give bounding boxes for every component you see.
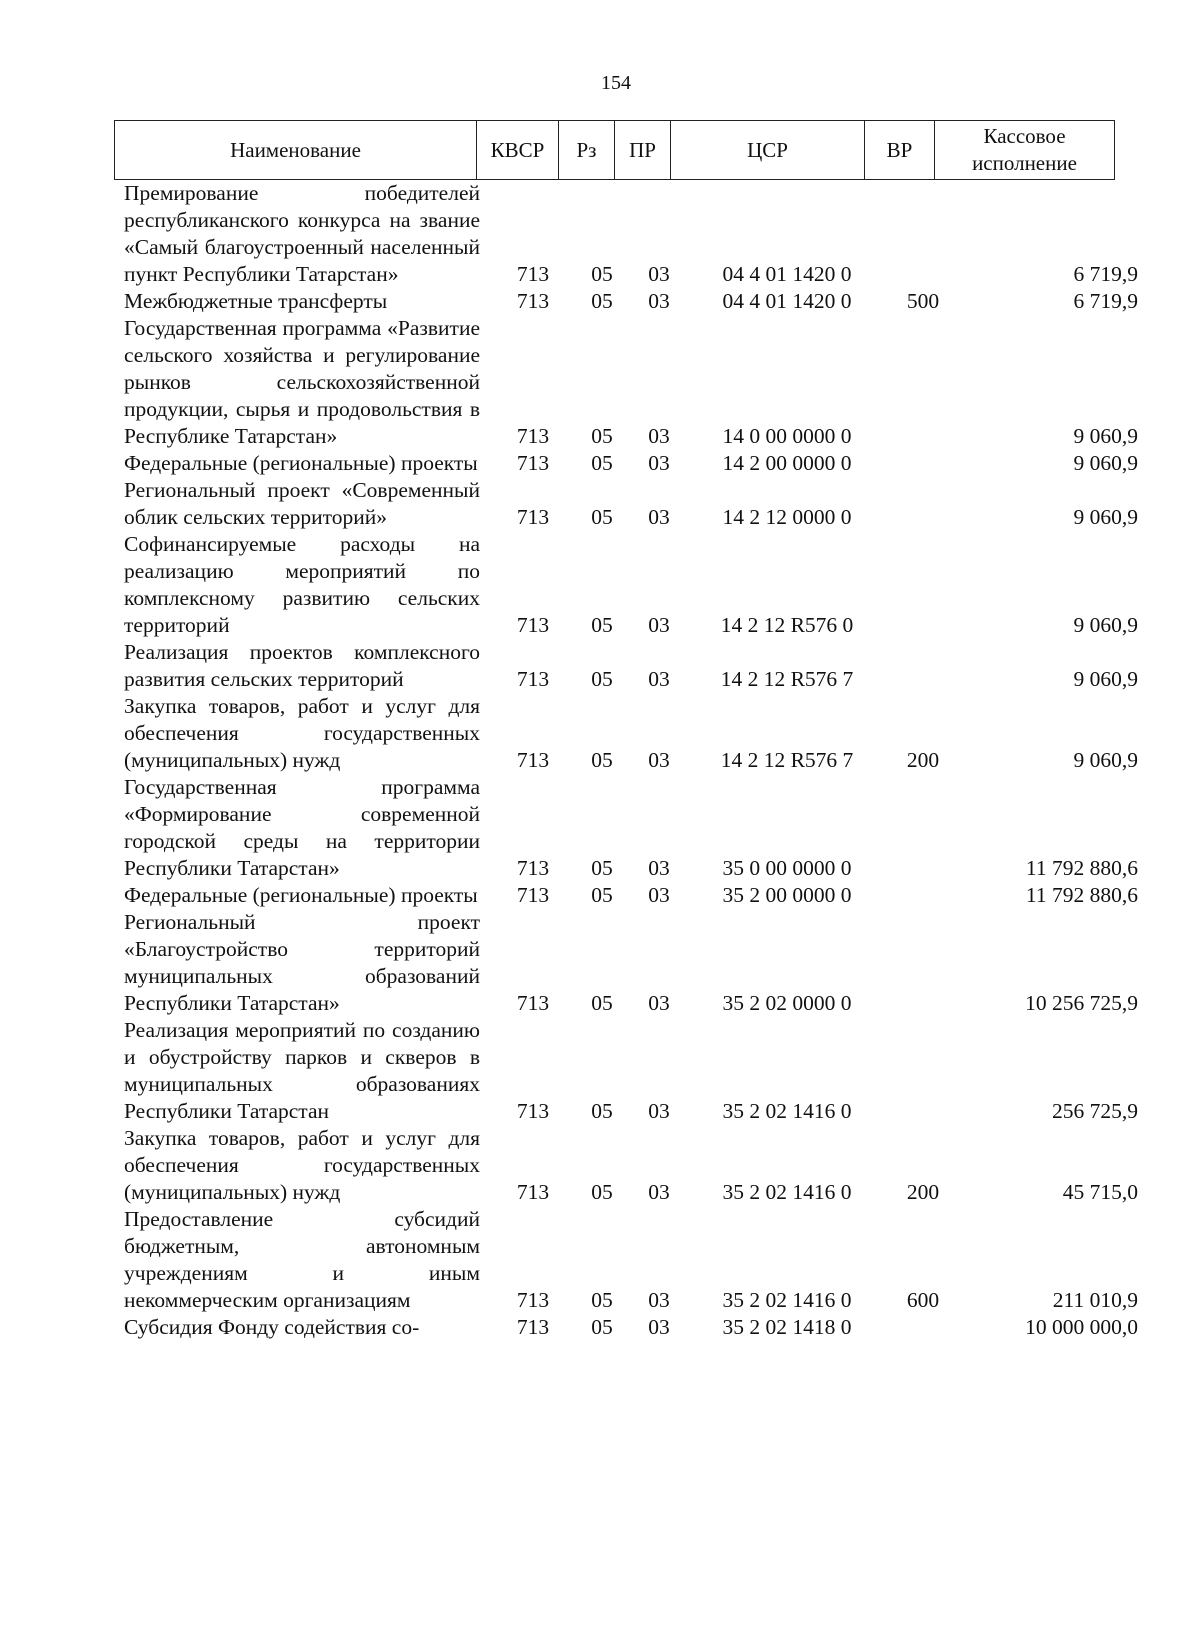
row-amount: 11 792 880,6 [1025,856,1138,880]
row-name: Межбюджетные трансферты [124,289,388,313]
row-kvsr: 713 [516,424,550,448]
row-kvsr: 713 [516,1315,550,1339]
row-amount: 11 792 880,6 [1025,883,1138,907]
row-amount: 10 000 000,0 [1025,1315,1138,1339]
row-pr: 03 [648,613,670,637]
table-row [0,477,1200,531]
row-pr: 03 [648,451,670,475]
table-row [0,774,1200,882]
header-vr: ВР [865,121,935,180]
row-pr: 03 [648,1288,670,1312]
row-pr: 03 [648,1315,670,1339]
row-rz: 05 [591,424,613,448]
row-csr: 35 2 00 0000 0 [722,883,852,907]
row-name: Региональный проект «Современный облик сельских территорий» [124,478,480,529]
row-rz: 05 [591,1180,613,1204]
row-csr: 35 2 02 1418 0 [722,1315,852,1339]
header-csr: ЦСР [671,121,865,180]
row-csr: 35 0 00 0000 0 [722,856,852,880]
row-name: Государственная программа «Развитие сельского хозяйства и регулирование рынков сельскохозяйственной продукции, сырья и продовольствия в Республике Татарстан» [124,316,480,448]
row-name: Софинансируемые расходы на реализацию мероприятий по комплексному развитию сельских территорий [124,532,480,637]
header-kvsr: КВСР [477,121,559,180]
row-pr: 03 [648,991,670,1015]
row-kvsr: 713 [516,883,550,907]
row-csr: 04 4 01 1420 0 [722,262,852,286]
row-name: Федеральные (региональные) проекты [124,451,478,475]
row-name: Реализация проектов комплексного развития сельских территорий [124,640,480,691]
table-row [0,1017,1200,1125]
table-row [0,639,1200,693]
row-name: Предоставление субсидий бюджетным, автономным учреждениям и иным некоммерческим организациям [124,1207,480,1312]
row-name: Закупка товаров, работ и услуг для обеспечения государственных (муниципальных) нужд [124,694,480,772]
row-csr: 14 0 00 0000 0 [722,424,852,448]
row-pr: 03 [648,748,670,772]
row-amount: 9 060,9 [1073,505,1138,529]
row-pr: 03 [648,667,670,691]
page-number: 154 [601,72,631,94]
row-csr: 14 2 00 0000 0 [722,451,852,475]
table-row [0,315,1200,450]
table-body [0,180,1200,1341]
table-row [0,1206,1200,1314]
row-rz: 05 [591,613,613,637]
row-rz: 05 [591,667,613,691]
row-pr: 03 [648,1180,670,1204]
row-name: Государственная программа «Формирование современной городской среды на территории Республики Татарстан» [124,775,480,880]
row-rz: 05 [591,451,613,475]
row-pr: 03 [648,883,670,907]
header-amount: Кассовое исполнение [935,121,1115,180]
row-csr: 35 2 02 0000 0 [722,991,852,1015]
table-row [0,882,1200,909]
row-rz: 05 [591,262,613,286]
row-amount: 6 719,9 [1073,262,1138,286]
row-kvsr: 713 [516,856,550,880]
table-row [0,531,1200,639]
row-kvsr: 713 [516,1288,550,1312]
row-kvsr: 713 [516,613,550,637]
row-amount: 211 010,9 [1052,1288,1138,1312]
row-csr: 14 2 12 R576 7 [720,748,854,772]
row-kvsr: 713 [516,1180,550,1204]
table-row [0,180,1200,288]
table-row [0,1125,1200,1206]
row-amount: 9 060,9 [1073,451,1138,475]
row-kvsr: 713 [516,262,550,286]
row-kvsr: 713 [516,991,550,1015]
row-rz: 05 [591,748,613,772]
table-row [0,909,1200,1017]
row-rz: 05 [591,1288,613,1312]
row-name: Премирование победителей республиканского конкурса на звание «Самый благоустроенный населенный пункт Республики Татарстан» [124,181,480,286]
header-name: Наименование [115,121,477,180]
table-row [0,693,1200,774]
row-pr: 03 [648,262,670,286]
row-csr: 14 2 12 R576 0 [720,613,854,637]
row-vr: 200 [906,748,940,772]
row-csr: 14 2 12 0000 0 [722,505,852,529]
row-pr: 03 [648,505,670,529]
row-pr: 03 [648,856,670,880]
row-name: Региональный проект «Благоустройство территорий муниципальных образований Республики Татарстан» [124,910,480,1015]
row-kvsr: 713 [516,667,550,691]
row-rz: 05 [591,883,613,907]
row-name: Субсидия Фонду содействия со- [124,1315,420,1339]
row-amount: 9 060,9 [1073,424,1138,448]
row-amount: 10 256 725,9 [1025,991,1138,1015]
row-csr: 35 2 02 1416 0 [722,1288,852,1312]
table-header [114,120,1115,180]
row-rz: 05 [591,505,613,529]
row-amount: 9 060,9 [1073,667,1138,691]
row-vr: 500 [906,289,940,313]
row-pr: 03 [648,1099,670,1123]
row-kvsr: 713 [516,748,550,772]
row-amount: 6 719,9 [1073,289,1138,313]
row-name: Закупка товаров, работ и услуг для обеспечения государственных (муниципальных) нужд [124,1126,480,1204]
row-amount: 256 725,9 [1052,1099,1138,1123]
row-csr: 35 2 02 1416 0 [722,1099,852,1123]
row-csr: 35 2 02 1416 0 [722,1180,852,1204]
row-amount: 45 715,0 [1062,1180,1138,1204]
row-rz: 05 [591,1099,613,1123]
table-row [0,288,1200,315]
row-name: Федеральные (региональные) проекты [124,883,478,907]
table-row [0,450,1200,477]
row-amount: 9 060,9 [1073,748,1138,772]
row-kvsr: 713 [516,1099,550,1123]
table-row [0,1314,1200,1341]
row-amount: 9 060,9 [1073,613,1138,637]
row-rz: 05 [591,1315,613,1339]
row-rz: 05 [591,856,613,880]
row-pr: 03 [648,289,670,313]
row-kvsr: 713 [516,505,550,529]
row-rz: 05 [591,289,613,313]
row-csr: 14 2 12 R576 7 [720,667,854,691]
row-vr: 600 [906,1288,940,1312]
row-vr: 200 [906,1180,940,1204]
row-kvsr: 713 [516,289,550,313]
header-pr: ПР [615,121,671,180]
row-name: Реализация мероприятий по созданию и обустройству парков и скверов в муниципальных образованиях Республики Татарстан [124,1018,480,1123]
header-rz: Рз [559,121,615,180]
row-csr: 04 4 01 1420 0 [722,289,852,313]
row-pr: 03 [648,424,670,448]
row-rz: 05 [591,991,613,1015]
row-kvsr: 713 [516,451,550,475]
